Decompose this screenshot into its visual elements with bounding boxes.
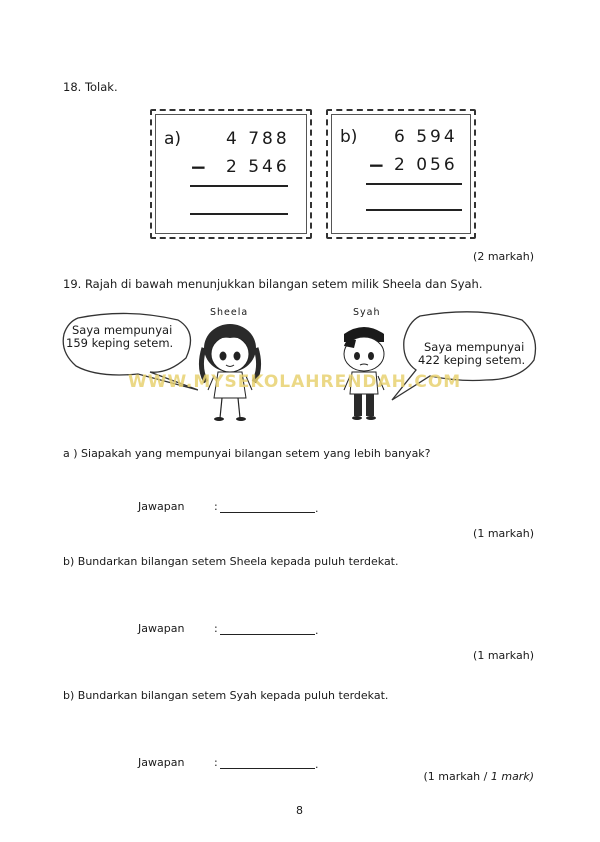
q19b2-colon: : [214, 756, 218, 769]
q18-a-label: a) [164, 129, 182, 149]
q19a-colon: : [214, 500, 218, 513]
q18-b-minus-sign: − [368, 153, 385, 177]
q19b1-colon: : [214, 622, 218, 635]
syah-speech-line-2: 422 keping setem. [418, 353, 526, 367]
q19b2-marks-en: 1 mark) [490, 770, 534, 783]
q19b1-answer-label: Jawapan [138, 622, 185, 635]
q18-a-line-2 [190, 213, 288, 215]
q19a-dot: . [315, 502, 319, 515]
sheela-illustration [190, 318, 272, 422]
sheela-speech-line-2: 159 keping setem. [66, 336, 174, 350]
syah-name: Syah [353, 307, 381, 318]
q19b2-dot: . [315, 758, 319, 771]
q18-b-label: b) [340, 127, 358, 147]
q19a-question: a ) Siapakah yang mempunyai bilangan setem yang lebih banyak? [63, 447, 431, 460]
q19b1-question: b) Bundarkan bilangan setem Sheela kepada puluh terdekat. [63, 555, 399, 568]
q19b1-dot: . [315, 624, 319, 637]
q18-box-b [326, 109, 476, 239]
syah-speech-line-1: Saya mempunyai [424, 340, 525, 354]
q18-a-subtrahend: 2 546 [226, 157, 290, 177]
q18-b-line-1 [366, 183, 462, 185]
sheela-name: Sheela [210, 307, 249, 318]
q18-a-line-1 [190, 185, 288, 187]
q19a-answer-line[interactable] [220, 512, 315, 513]
q18-title: 18. Tolak. [63, 80, 118, 94]
q19b2-marks [424, 770, 535, 783]
q18-b-subtrahend: 2 056 [394, 155, 458, 175]
q18-b-minuend: 6 594 [394, 127, 458, 147]
q19a-marks: (1 markah) [473, 527, 534, 540]
q19a-answer-label: Jawapan [138, 500, 185, 513]
syah-illustration [326, 318, 402, 422]
q19b2-marks-ms: (1 markah / [423, 770, 491, 783]
q18-box-a [150, 109, 312, 239]
q18-marks: (2 markah) [473, 250, 534, 263]
q19b1-answer-line[interactable] [220, 634, 315, 635]
q19b2-question: b) Bundarkan bilangan setem Syah kepada puluh terdekat. [63, 689, 389, 702]
q19b1-marks: (1 markah) [473, 649, 534, 662]
q19b2-answer-line[interactable] [220, 768, 315, 769]
watermark: WWW.MYSEKOLAHRENDAH.COM [128, 372, 462, 392]
q18-a-minuend: 4 788 [226, 129, 290, 149]
q19-title: 19. Rajah di bawah menunjukkan bilangan setem milik Sheela dan Syah. [63, 277, 483, 291]
sheela-speech-line-1: Saya mempunyai [72, 323, 173, 337]
q18-b-line-2 [366, 209, 462, 211]
q19b2-answer-label: Jawapan [138, 756, 185, 769]
q18-a-minus-sign: − [190, 155, 207, 179]
page-number: 8 [296, 804, 303, 817]
